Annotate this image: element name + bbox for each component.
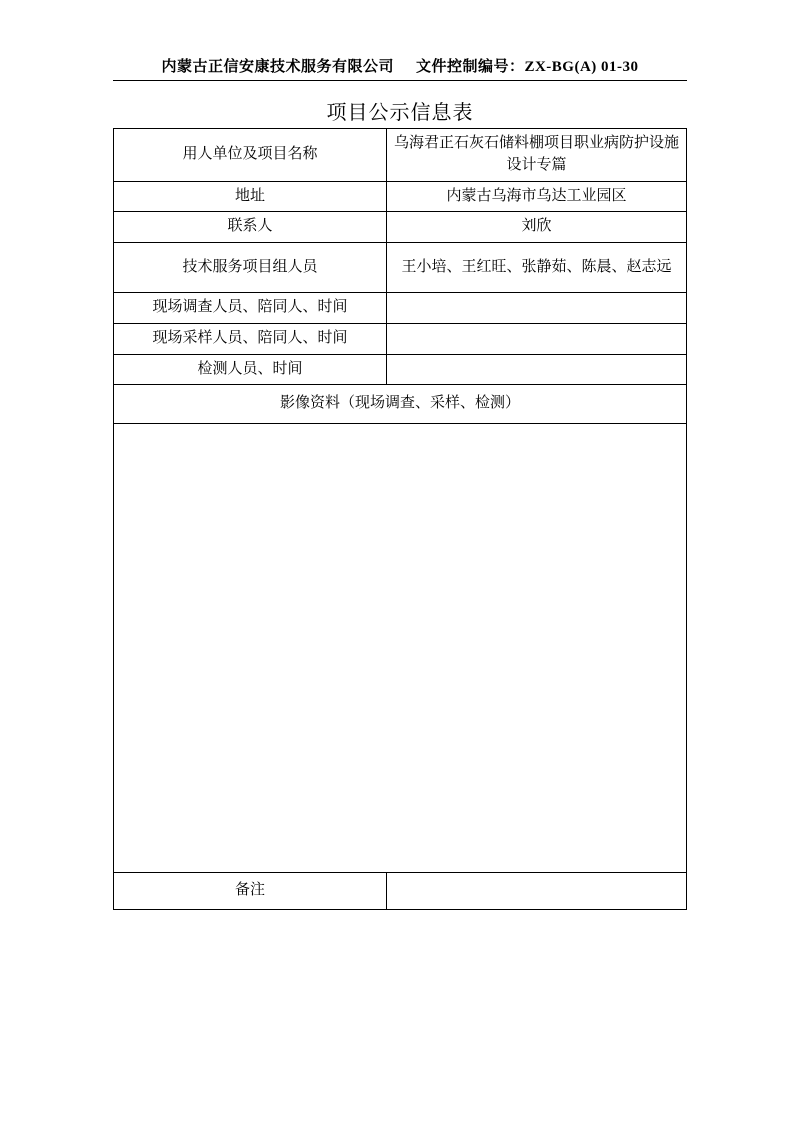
header-company-name: 内蒙古正信安康技术服务有限公司	[161, 59, 394, 75]
row-value-address: 内蒙古乌海市乌达工业园区	[387, 181, 687, 212]
row-label-site-sampling: 现场采样人员、陪同人、时间	[114, 323, 387, 354]
table-row-media-header	[114, 385, 687, 424]
project-info-table	[113, 128, 687, 910]
row-label-employer-project: 用人单位及项目名称	[114, 129, 387, 182]
info-table-wrapper	[113, 128, 687, 910]
row-value-team-members: 王小培、王红旺、张静茹、陈晨、赵志远	[387, 243, 687, 293]
row-value-testing-staff	[387, 354, 687, 385]
header-doc-control-number: 文件控制编号：ZX-BG(A) 01-30	[415, 59, 639, 75]
row-value-contact: 刘欣	[387, 212, 687, 243]
media-header-cell: 影像资料（现场调查、采样、检测）	[114, 385, 687, 424]
table-row	[114, 243, 687, 293]
row-label-team-members: 技术服务项目组人员	[114, 243, 387, 293]
table-row	[114, 129, 687, 182]
row-label-remark: 备注	[114, 873, 387, 910]
row-label-site-survey: 现场调查人员、陪同人、时间	[114, 293, 387, 324]
row-label-contact: 联系人	[114, 212, 387, 243]
table-row	[114, 181, 687, 212]
page-title: 项目公示信息表	[326, 102, 474, 124]
row-value-remark	[387, 873, 687, 910]
table-row	[114, 323, 687, 354]
table-row	[114, 293, 687, 324]
page-header	[113, 55, 687, 76]
row-label-address: 地址	[114, 181, 387, 212]
table-row-media-area	[114, 424, 687, 873]
table-row-remark	[114, 873, 687, 910]
media-content-cell	[114, 424, 687, 873]
header-divider	[113, 80, 687, 81]
table-row	[114, 354, 687, 385]
row-label-testing-staff: 检测人员、时间	[114, 354, 387, 385]
row-value-site-sampling	[387, 323, 687, 354]
row-value-employer-project: 乌海君正石灰石储料棚项目职业病防护设施设计专篇	[387, 129, 687, 182]
row-value-site-survey	[387, 293, 687, 324]
table-row	[114, 212, 687, 243]
